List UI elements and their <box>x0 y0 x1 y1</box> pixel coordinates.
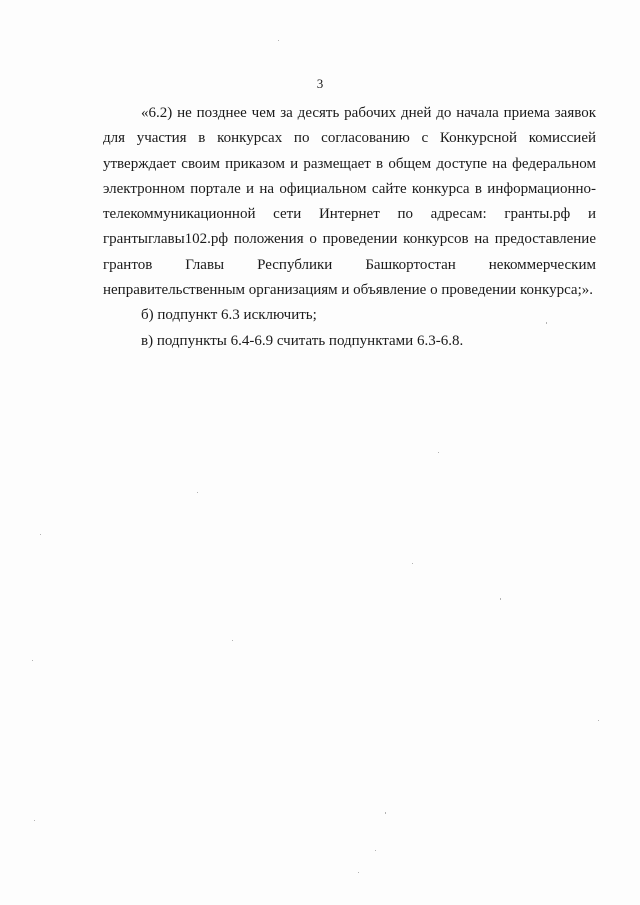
scan-speck <box>375 850 376 851</box>
paragraph-v: в) подпункты 6.4-6.9 считать подпунктами 6.3-6.8. <box>141 332 464 349</box>
scan-speck <box>197 492 198 493</box>
paragraph-b: б) подпункт 6.3 исключить; <box>141 307 317 324</box>
scan-speck <box>598 720 599 721</box>
page-number: 3 <box>316 76 324 91</box>
scan-speck <box>500 598 501 600</box>
scan-speck <box>32 660 33 661</box>
scan-speck <box>546 322 547 324</box>
scan-speck <box>412 563 413 564</box>
scan-speck <box>34 820 35 821</box>
document-body <box>103 101 596 354</box>
scan-speck <box>385 812 386 814</box>
scan-speck <box>40 534 41 535</box>
scan-speck <box>232 640 233 641</box>
scan-speck <box>278 40 279 41</box>
scan-speck <box>358 872 359 873</box>
scan-speck <box>438 452 439 453</box>
paragraph-6-2: «6.2) не позднее чем за десять рабочих дней до начала приема заявок для участия в конкурсах по согласованию с Конкурсной комиссией утверждает своим приказом и размещает в общем доступе на федеральном электронном портале и на официальном сайте конкурса в информационно-телекоммуникационной сети Интернет по адресам: гранты.рф и грантыглавы102.рф положения о проведении конкурсов на предоставление грантов Главы Республики Башкортостан некоммерческим неправительственным организациям и объявление о проведении конкурса;». <box>103 105 596 299</box>
